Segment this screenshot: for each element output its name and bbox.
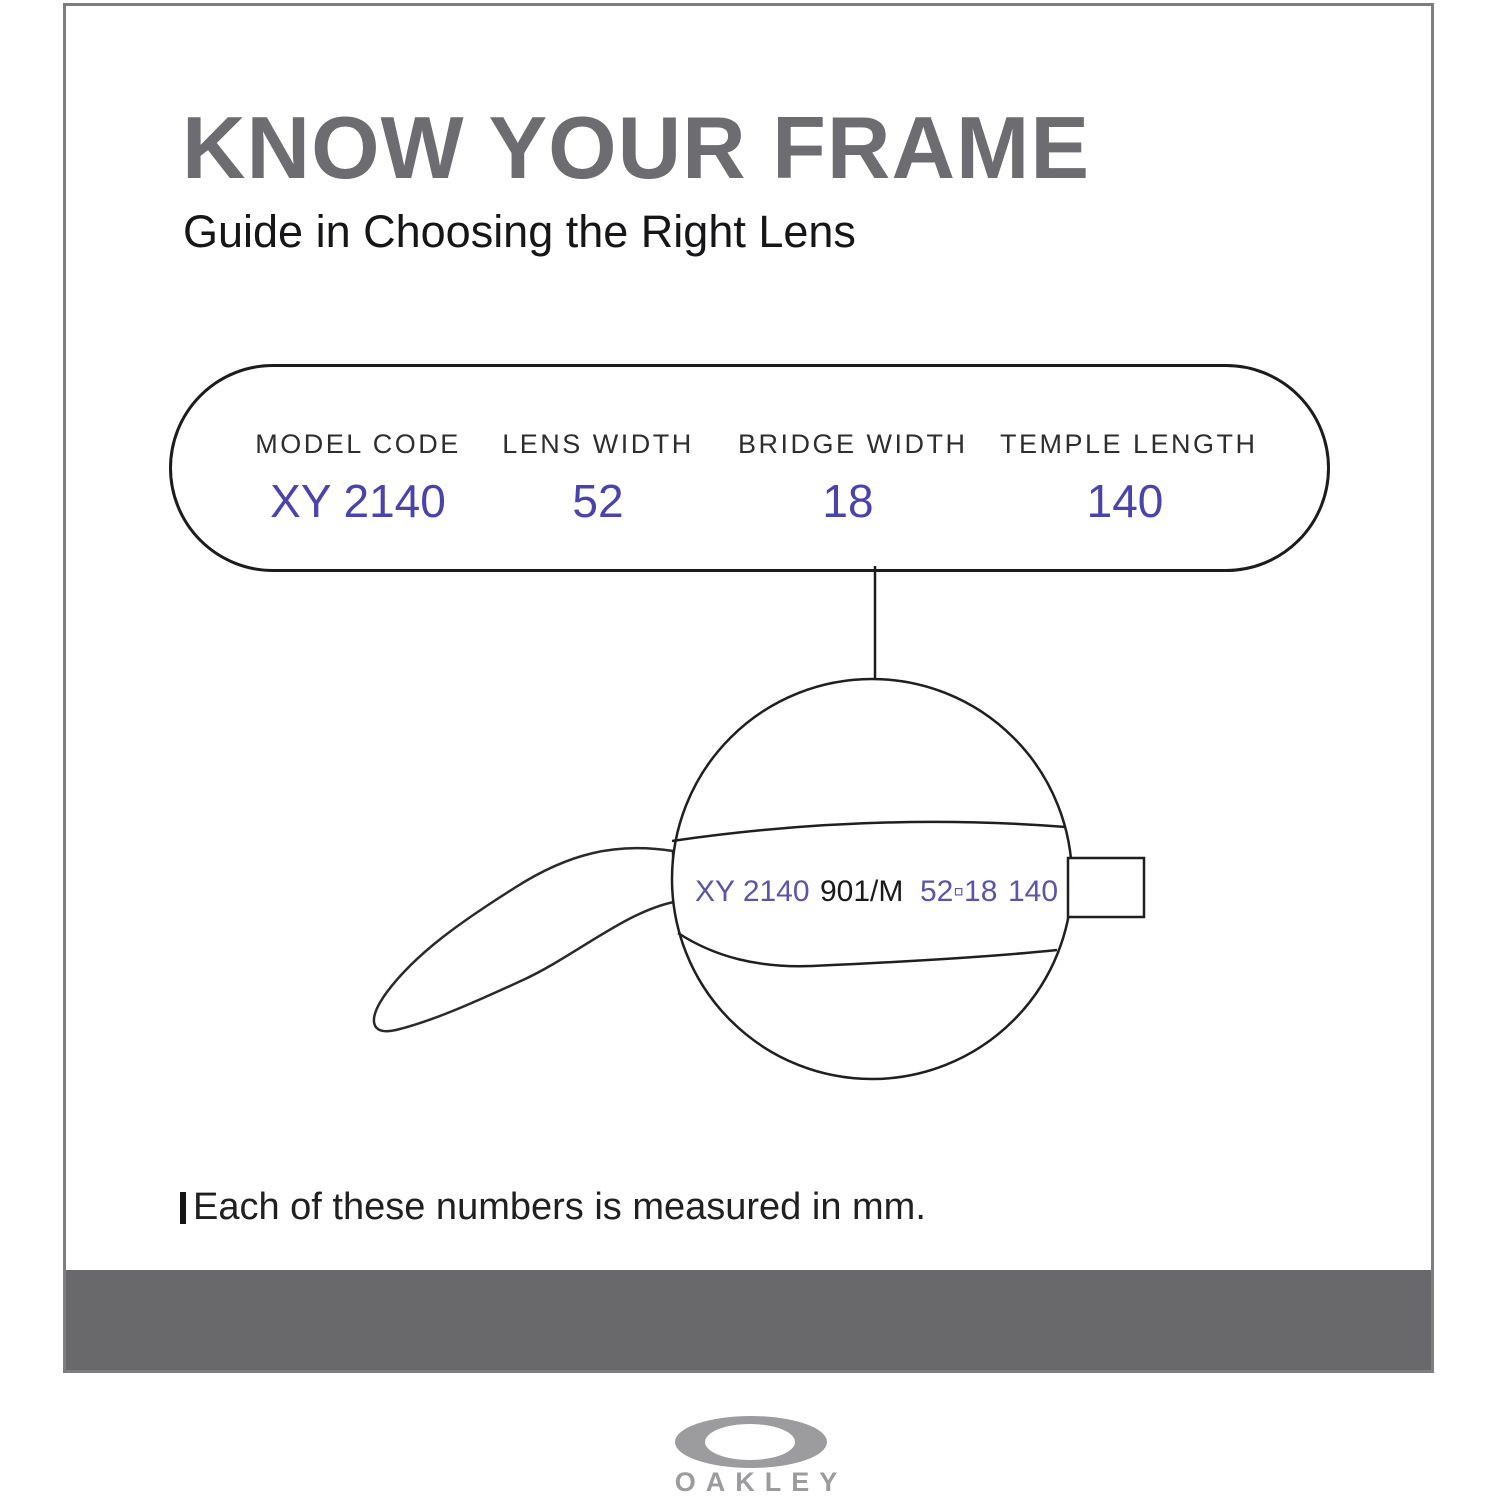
spec-column-temple-length [1000,429,1258,528]
brand-wordmark: OAKLEY [674,1467,848,1497]
temple-arm [374,848,674,1031]
content-card [63,3,1434,1373]
spec-label: LENS WIDTH [502,429,694,459]
spec-label: BRIDGE WIDTH [738,429,968,459]
note-text: Each of these numbers is measured in mm. [193,1186,926,1228]
spec-label: TEMPLE LENGTH [1000,429,1258,459]
glasses-marking-diagram [340,560,1180,1100]
spec-value: 52 [572,475,624,527]
spec-value: 140 [1086,475,1164,527]
spec-pill [169,364,1330,572]
marking-color-code: 901/M [820,875,904,908]
page-title: KNOW YOUR FRAME [182,98,1091,197]
page-subtitle: Guide in Choosing the Right Lens [183,206,856,257]
oakley-o-icon-hole [705,1424,795,1460]
spec-value: 18 [822,475,874,527]
spec-column-model-code [248,429,468,528]
measurement-note [180,1186,926,1229]
spec-column-lens-width [488,429,708,528]
marking-lens-bridge: 52▫18 [920,875,998,908]
spec-value: XY 2140 [270,475,446,527]
spec-label: MODEL CODE [255,429,461,459]
note-accent-bar [180,1192,186,1224]
footer-band [66,1270,1431,1370]
oakley-o-icon [675,1416,827,1468]
marking-temple-length: 140 [1008,875,1059,908]
hinge-block [1068,858,1144,917]
marking-model-code: XY 2140 [695,875,810,908]
spec-column-bridge-width [738,429,968,528]
